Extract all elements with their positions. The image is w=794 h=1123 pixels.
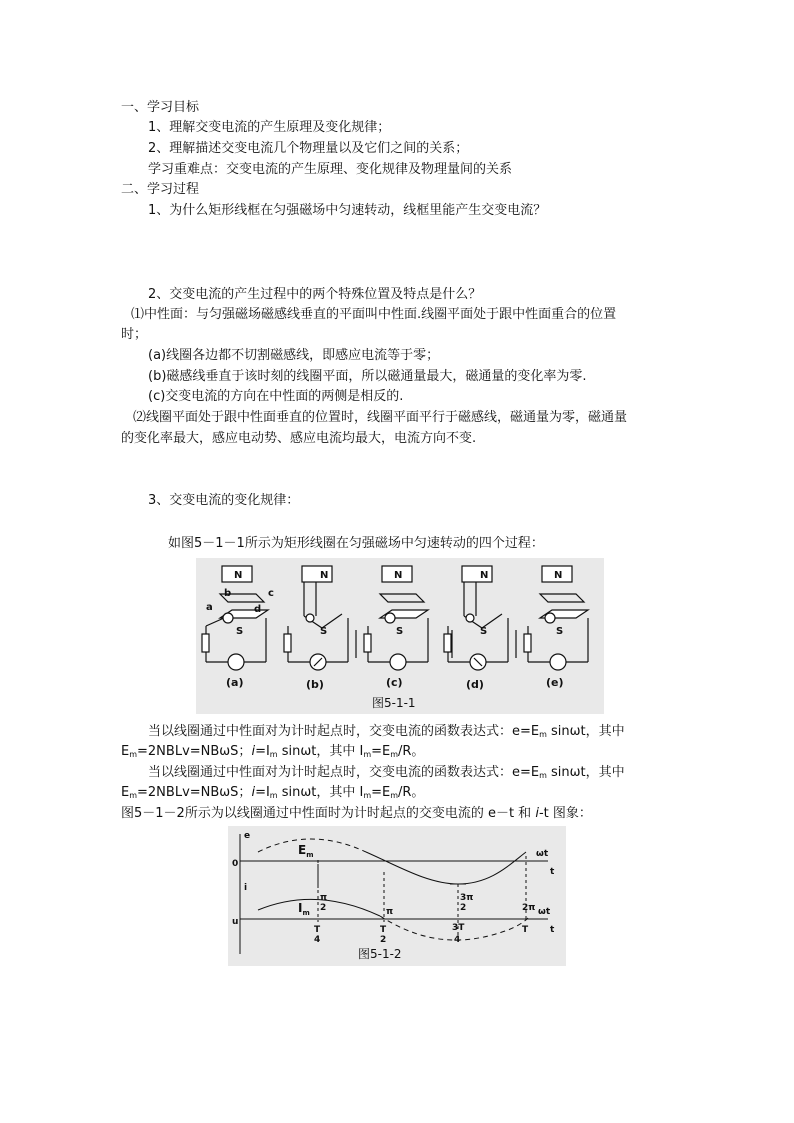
pole-s-c: S	[396, 626, 404, 637]
figure2-caption: 图5-1-2	[358, 947, 402, 961]
t-quarter-num: T	[314, 925, 321, 935]
waveform-plot	[228, 826, 566, 966]
goal-1: 1、理解交变电流的产生原理及变化规律；	[148, 120, 391, 135]
question-1: 1、为什么矩形线框在匀强磁场中匀速转动，线框里能产生交变电流？	[148, 203, 547, 218]
pole-n-b: N	[320, 570, 329, 581]
section1-heading: 一、学习目标	[121, 100, 200, 115]
e-axis-label: e	[244, 831, 251, 841]
pole-s-e: S	[556, 626, 564, 637]
formula1-line2: $E_m=2NBLv=NB\omega S$；$i=I_m$ sinωt，其中 $I_m=E_m/R$。	[121, 744, 425, 759]
pole-s-a: S	[236, 626, 244, 637]
t-3q-den: 4	[454, 935, 461, 945]
panel-b	[284, 566, 356, 670]
panel-label-e: (e)	[546, 676, 564, 689]
corner-c: c	[268, 588, 274, 599]
panel-e	[516, 566, 588, 670]
panel-c	[364, 566, 428, 670]
two-pi-label: 2π	[522, 903, 536, 913]
panel-label-d: (d)	[466, 678, 484, 691]
pole-n-a: N	[234, 570, 243, 581]
t-label-top: t	[550, 867, 555, 877]
t-full: T	[522, 925, 529, 935]
perpendicular-position-cont: 的变化率最大，感应电动势、感应电流均最大，电流方向不变.	[121, 431, 477, 446]
pole-n-e: N	[554, 570, 563, 581]
i-axis-label: i	[244, 883, 248, 893]
section2-heading: 二、学习过程	[121, 182, 200, 197]
panel-d	[444, 566, 508, 670]
panel-label-a: (a)	[226, 676, 244, 689]
formula2-line2: $E_m=2NBLv=NB\omega S$；$i=I_m$ sinωt，其中 $I_m=E_m/R$。	[121, 785, 425, 800]
point-c: (c)交变电流的方向在中性面的两侧是相反的.	[148, 389, 404, 404]
figure-5-1-1	[196, 558, 604, 714]
figure-5-1-2	[228, 826, 566, 966]
pi-half-den: 2	[320, 903, 327, 913]
wt-label-bottom: ωt	[538, 907, 551, 917]
key-points: 学习重难点：交变电流的产生原理、变化规律及物理量间的关系	[148, 162, 513, 177]
im-label: $I_m$	[298, 901, 310, 917]
figure2-intro: 图5－1－2所示为以线圈通过中性面时为计时起点的交变电流的 e－t 和 i-t 图象：	[121, 806, 592, 821]
origin-i: u	[232, 917, 239, 927]
panel-a	[202, 566, 268, 670]
em-label: $E_m$	[298, 843, 314, 859]
pole-n-c: N	[394, 570, 403, 581]
panel-label-c: (c)	[386, 676, 403, 689]
point-a: (a)线圈各边都不切割磁感线，即感应电流等于零；	[148, 348, 440, 363]
pole-n-d: N	[480, 570, 489, 581]
perpendicular-position: ⑵线圈平面处于跟中性面垂直的位置时，线圈平面平行于磁感线，磁通量为零，磁通量	[133, 410, 628, 425]
t-3q-num: 3T	[452, 923, 465, 933]
t-quarter-den: 4	[314, 935, 321, 945]
t-label-bottom: t	[550, 925, 555, 935]
question-3: 3、交变电流的变化规律：	[148, 493, 300, 508]
figure1-intro: 如图5－1－1所示为矩形线圈在匀强磁场中匀速转动的四个过程：	[168, 536, 544, 551]
goal-2: 2、理解描述交变电流几个物理量以及它们之间的关系；	[148, 141, 469, 156]
origin-e: 0	[232, 859, 239, 869]
t-half-den: 2	[380, 935, 387, 945]
neutral-plane-def-cont: 时；	[121, 327, 148, 342]
corner-d: d	[254, 604, 262, 615]
formula2-line1: 当以线圈通过中性面对为计时起点时，交变电流的函数表达式：$e=E_m$ sinωt，其中	[148, 765, 625, 780]
panel-label-b: (b)	[306, 678, 324, 691]
three-pi-den: 2	[460, 903, 467, 913]
figure1-caption: 图5-1-1	[372, 696, 416, 710]
wt-label-top: ωt	[536, 849, 549, 859]
pole-s-d: S	[480, 626, 488, 637]
formula1-line1: 当以线圈通过中性面对为计时起点时，交变电流的函数表达式：$e=E_m$ sinωt，其中	[148, 724, 625, 739]
t-half-num: T	[380, 925, 387, 935]
corner-a: a	[206, 602, 213, 613]
question-2: 2、交变电流的产生过程中的两个特殊位置及特点是什么？	[148, 287, 482, 302]
pi-half-num: π	[320, 893, 328, 903]
pi-label: π	[386, 907, 394, 917]
generator-diagram	[196, 558, 604, 714]
pole-s-b: S	[320, 626, 328, 637]
three-pi-num: 3π	[460, 893, 474, 903]
neutral-plane-def: ⑴中性面：与匀强磁场磁感线垂直的平面叫中性面.线圈平面处于跟中性面重合的位置	[131, 307, 617, 322]
point-b: (b)磁感线垂直于该时刻的线圈平面，所以磁通量最大，磁通量的变化率为零.	[148, 369, 587, 384]
corner-b: b	[224, 588, 232, 599]
